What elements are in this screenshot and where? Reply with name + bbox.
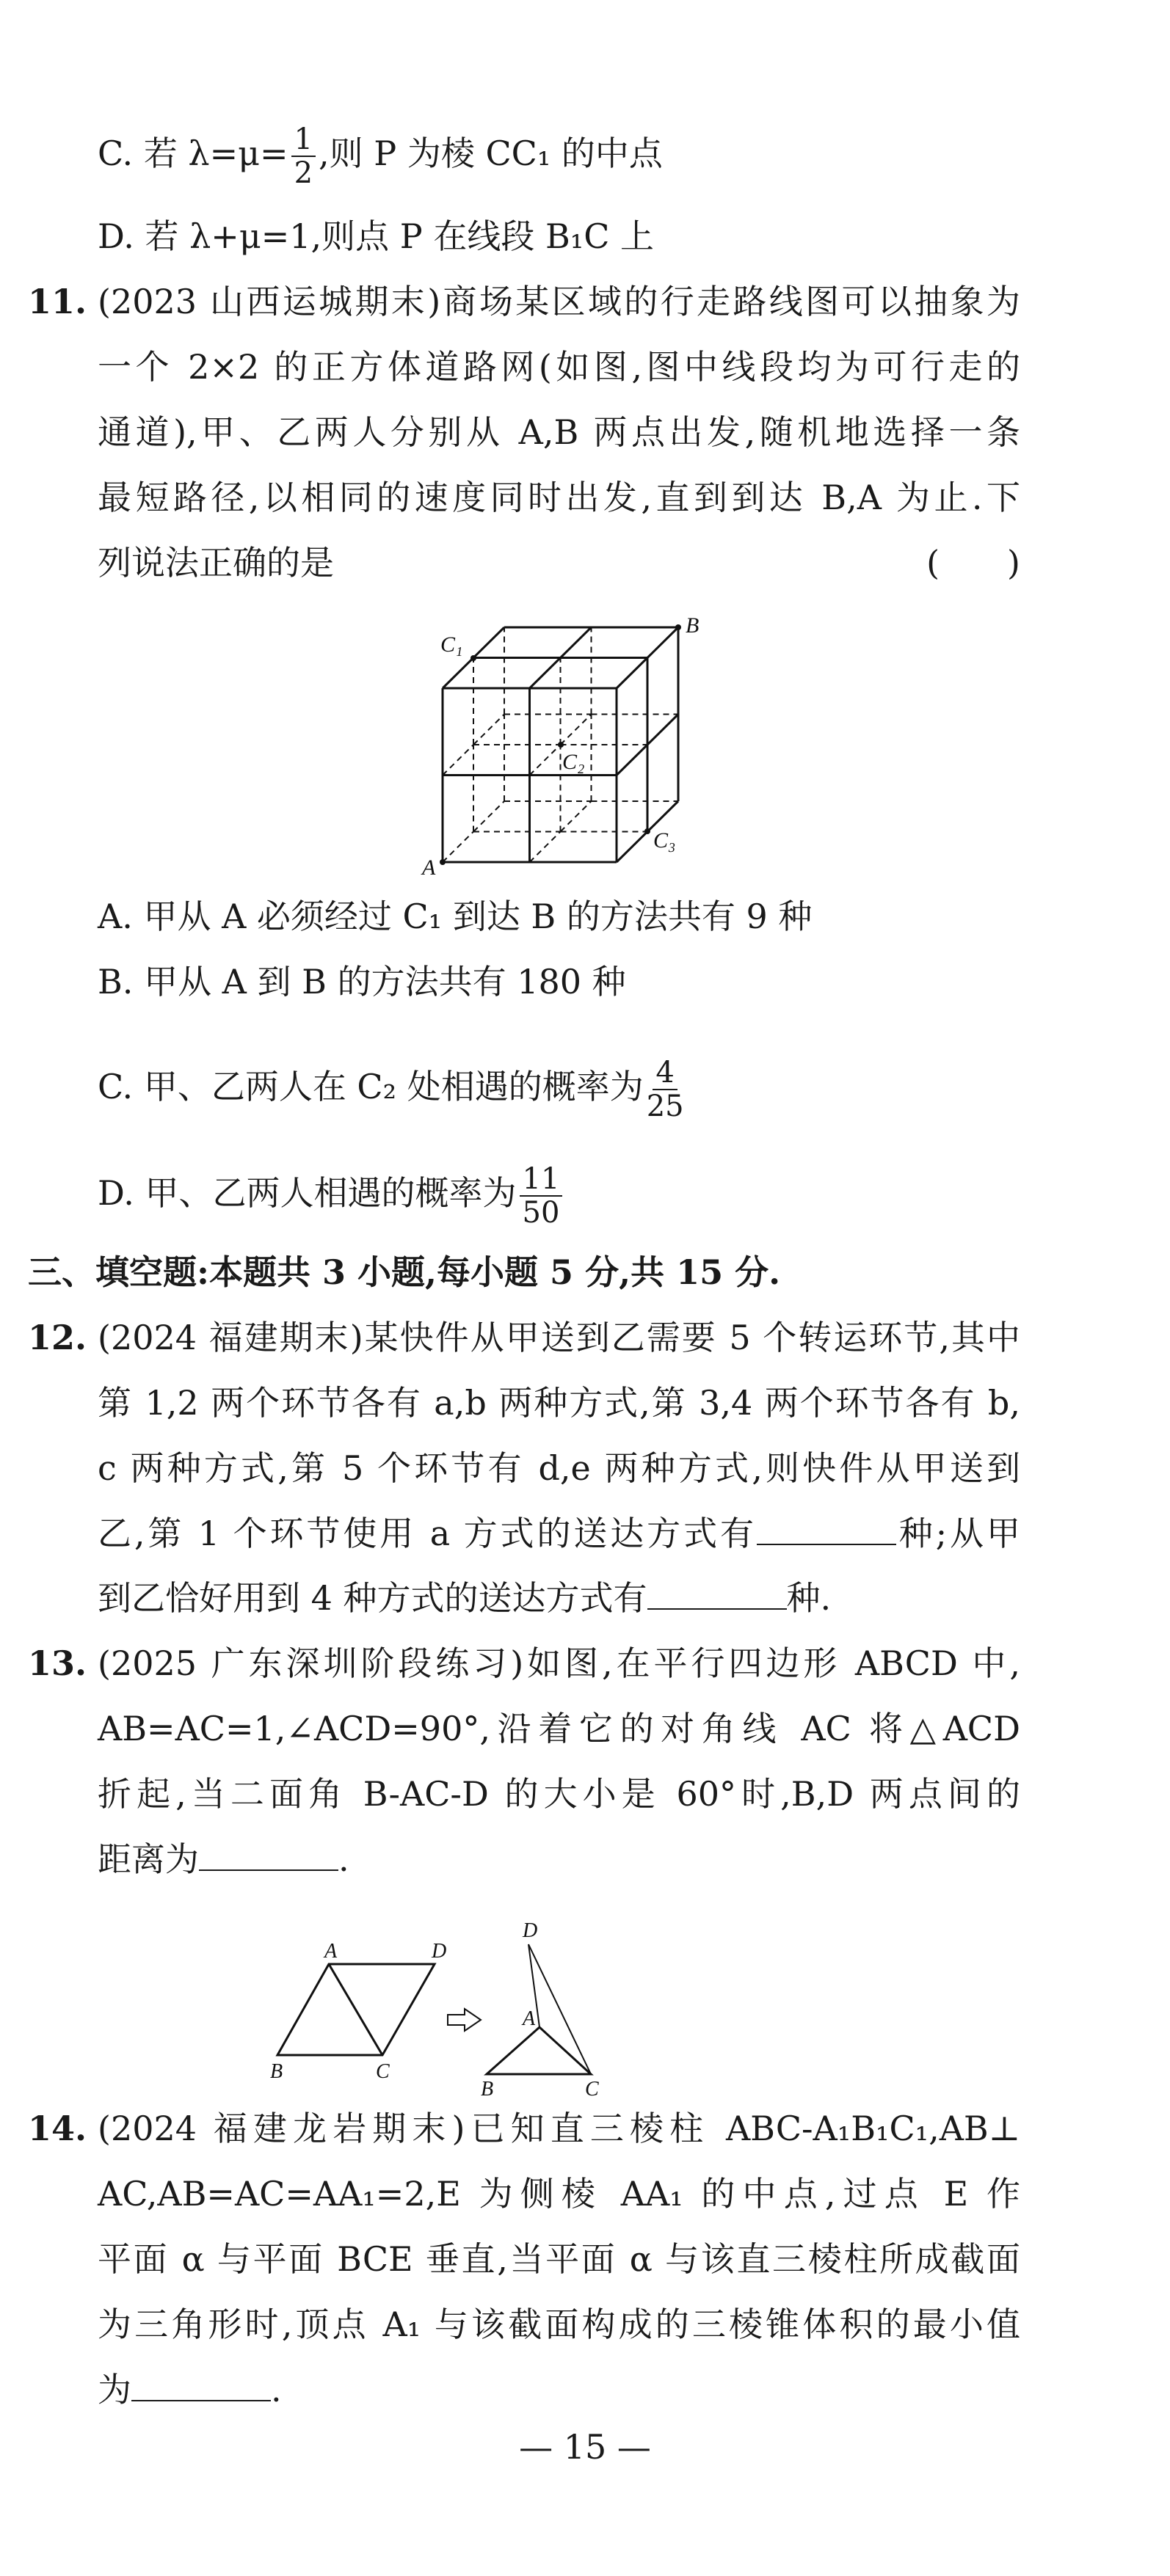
q14-text: . bbox=[271, 2370, 282, 2409]
cube-edge-hidden bbox=[443, 832, 473, 863]
cube-edge-visible bbox=[617, 658, 647, 689]
cube-edge-visible bbox=[647, 715, 678, 745]
label-b-folded: B bbox=[481, 2078, 494, 2101]
q12-line bbox=[98, 1576, 1020, 1620]
q12-text: 乙,第 1 个环节使用 a 方式的送达方式有 bbox=[98, 1514, 757, 1553]
answer-bracket: ( ) bbox=[926, 543, 1020, 583]
answer-blank[interactable] bbox=[647, 1576, 787, 1610]
option-text: 甲从 A 到 B 的方法共有 180 种 bbox=[144, 962, 626, 1001]
cube-edge-hidden bbox=[530, 832, 561, 863]
q12-line bbox=[98, 1511, 1020, 1555]
label-a: A bbox=[422, 855, 436, 880]
cube-edge-visible bbox=[617, 832, 647, 863]
fraction bbox=[647, 1057, 684, 1123]
frac-num: 11 bbox=[520, 1163, 563, 1197]
q14-line: (2024 福建龙岩期末)已知直三棱柱 ABC-A₁B₁C₁,AB⊥ bbox=[98, 2109, 1020, 2148]
question-number: 14. bbox=[28, 2109, 87, 2148]
option-label: D. bbox=[98, 216, 134, 256]
q14-line: AC,AB=AC=AA₁=2,E 为侧棱 AA₁ 的中点,过点 E 作 bbox=[98, 2174, 1020, 2214]
point-a bbox=[440, 859, 446, 865]
point-c1 bbox=[470, 655, 476, 661]
q11-line: 一个 2×2 的正方体道路网(如图,图中线段均为可行走的 bbox=[98, 347, 1020, 387]
parallelogram-fold-figure bbox=[257, 1893, 918, 2113]
q12-text: 种. bbox=[786, 1578, 832, 1618]
label-a-folded: A bbox=[523, 2007, 536, 2030]
cube-edge-visible bbox=[647, 801, 678, 832]
q10-option-d bbox=[98, 214, 654, 258]
fraction bbox=[291, 123, 316, 189]
cube-edge-visible bbox=[530, 658, 561, 689]
q13-line: AB=AC=1,∠ACD=90°,沿着它的对角线 AC 将△ACD bbox=[98, 1709, 1020, 1748]
q10-option-c bbox=[98, 123, 663, 190]
cube-edge-hidden bbox=[473, 801, 504, 832]
cube-edge-hidden bbox=[561, 801, 592, 832]
label-b: B bbox=[686, 613, 700, 638]
frac-den: 50 bbox=[522, 1196, 560, 1230]
question-number: 13. bbox=[28, 1643, 87, 1683]
option-text: 若 λ+μ=1,则点 P 在线段 B₁C 上 bbox=[145, 216, 655, 256]
cube-edge-visible bbox=[561, 627, 592, 658]
q12-text: 到乙恰好用到 4 种方式的送达方式有 bbox=[98, 1578, 647, 1618]
option-label: B. bbox=[98, 962, 134, 1001]
option-label: C. bbox=[98, 134, 134, 173]
q14-line bbox=[98, 2368, 1020, 2412]
label-c3: C₃ bbox=[653, 828, 676, 853]
cube-edge-visible bbox=[617, 745, 647, 776]
label-d: D bbox=[432, 1940, 447, 1963]
label-c: C bbox=[376, 2060, 390, 2083]
frac-num: 4 bbox=[653, 1057, 677, 1090]
q13-line bbox=[98, 1837, 1020, 1881]
label-a: A bbox=[324, 1940, 338, 1963]
q14-text: 为 bbox=[98, 2370, 131, 2409]
option-text: 甲、乙两人在 C₂ 处相遇的概率为 bbox=[143, 1067, 644, 1106]
page-number: — 15 — bbox=[519, 2427, 651, 2467]
option-label: C. bbox=[98, 1067, 134, 1106]
frac-num: 1 bbox=[291, 123, 316, 157]
q11-line bbox=[98, 541, 1020, 585]
q13-line: (2025 广东深圳阶段练习)如图,在平行四边形 ABCD 中, bbox=[98, 1643, 1020, 1683]
q14-line: 平面 α 与平面 BCE 垂直,当平面 α 与该直三棱柱所成截面 bbox=[98, 2239, 1020, 2279]
point-b bbox=[675, 624, 681, 630]
cube-edge-hidden bbox=[443, 745, 473, 776]
cube-edge-visible bbox=[647, 627, 678, 658]
cube-edge-hidden bbox=[530, 745, 561, 776]
cube-road-network-figure bbox=[367, 587, 734, 895]
cube-edge-visible bbox=[443, 658, 473, 689]
q12-line: c 两种方式,第 5 个环节有 d,e 两种方式,则快件从甲送到 bbox=[98, 1448, 1020, 1488]
q11-option-a bbox=[98, 894, 812, 938]
answer-blank[interactable] bbox=[757, 1511, 896, 1545]
q11-option-d bbox=[98, 1162, 565, 1230]
label-b: B bbox=[270, 2060, 283, 2083]
triangle-abc bbox=[487, 2027, 591, 2074]
cube-edge-hidden bbox=[561, 715, 592, 745]
question-number: 12. bbox=[28, 1318, 87, 1357]
option-text: ,则 P 为棱 CC₁ 的中点 bbox=[319, 134, 663, 173]
option-text: 甲、乙两人相遇的概率为 bbox=[145, 1173, 517, 1213]
option-text: 若 λ=μ= bbox=[143, 134, 288, 173]
frac-den: 2 bbox=[294, 156, 313, 190]
diagonal-ac bbox=[329, 1964, 382, 2055]
q11-line-text: 列说法正确的是 bbox=[98, 543, 334, 583]
cube-edge-visible bbox=[473, 627, 504, 658]
label-c-folded: C bbox=[585, 2078, 599, 2101]
question-number: 11. bbox=[28, 282, 87, 321]
point-c2 bbox=[558, 742, 564, 748]
q12-line: (2024 福建期末)某快件从甲送到乙需要 5 个转运环节,其中 bbox=[98, 1318, 1020, 1357]
q11-line: 最短路径,以相同的速度同时出发,直到到达 B,A 为止.下 bbox=[98, 478, 1020, 517]
q11-line: 通道),甲、乙两人分别从 A,B 两点出发,随机地选择一条 bbox=[98, 412, 1020, 452]
option-text: 甲从 A 必须经过 C₁ 到达 B 的方法共有 9 种 bbox=[143, 897, 813, 936]
q11-option-b bbox=[98, 960, 626, 1004]
option-label: D. bbox=[98, 1173, 134, 1213]
option-label: A. bbox=[98, 897, 133, 936]
fraction bbox=[520, 1163, 563, 1229]
q12-text: 种;从甲 bbox=[895, 1514, 1020, 1553]
section-heading: 三、填空题:本题共 3 小题,每小题 5 分,共 15 分. bbox=[28, 1252, 781, 1292]
q13-text: 距离为 bbox=[98, 1839, 199, 1879]
q11-line: (2023 山西运城期末)商场某区域的行走路线图可以抽象为 bbox=[98, 282, 1020, 321]
label-c2: C₂ bbox=[562, 750, 585, 774]
label-d-folded: D bbox=[523, 1919, 538, 1942]
q11-option-c bbox=[98, 1056, 687, 1123]
answer-blank[interactable] bbox=[131, 2368, 271, 2401]
cube-edge-hidden bbox=[473, 715, 504, 745]
arrow-right-icon bbox=[448, 2009, 481, 2031]
point-c3 bbox=[644, 828, 650, 834]
frac-den: 25 bbox=[646, 1090, 684, 1123]
label-c1: C₁ bbox=[440, 632, 463, 657]
q14-line: 为三角形时,顶点 A₁ 与该截面构成的三棱锥体积的最小值 bbox=[98, 2305, 1020, 2344]
q13-text: . bbox=[338, 1839, 349, 1879]
q12-line: 第 1,2 两个环节各有 a,b 两种方式,第 3,4 两个环节各有 b, bbox=[98, 1383, 1020, 1423]
answer-blank[interactable] bbox=[199, 1837, 338, 1871]
q13-line: 折起,当二面角 B-AC-D 的大小是 60°时,B,D 两点间的 bbox=[98, 1774, 1020, 1814]
